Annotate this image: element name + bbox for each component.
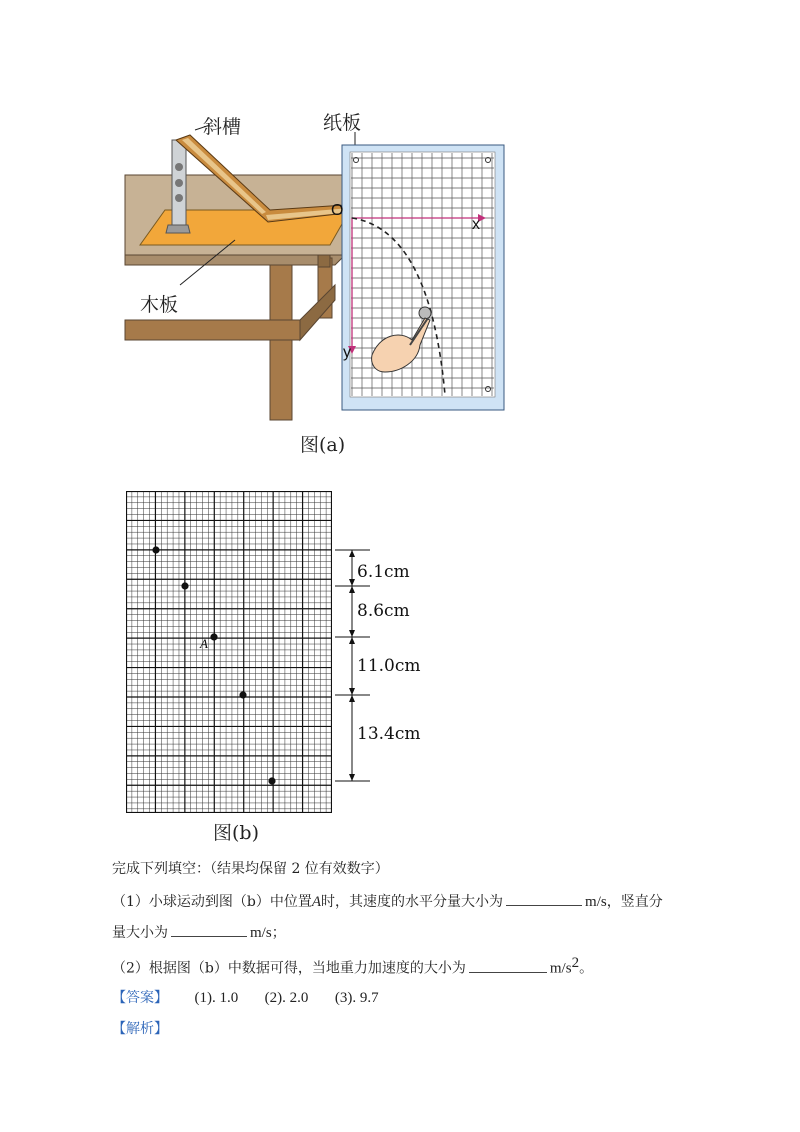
instruction-line [112,858,389,878]
q1-unit-1: m/s [585,894,607,910]
label-wood-board: 木板 [140,294,179,316]
q1-text-c: ，竖直分 [606,894,663,910]
answer-2: (2). 2.0 [264,990,309,1006]
figure-b-grid [126,491,332,813]
segment-label-4: 13.4cm [357,724,421,744]
segment-label-3: 11.0cm [357,656,421,676]
answer-blank-3[interactable] [469,958,547,973]
trajectory-point [268,777,275,784]
figure-b-caption: 图(b) [213,822,259,844]
question-1-line-2 [112,922,286,942]
question-1-line-1 [112,891,663,911]
q2-text: （2）根据图（b）中数据可得，当地重力加速度的大小为 [112,960,466,977]
label-x-axis: x [472,216,480,233]
instruction-text: 完成下列填空：（结果均保留 2 位有效数字） [112,861,389,877]
question-2-line [112,955,593,978]
q2-unit-exponent: 2 [571,955,580,971]
q1-text-d: 量大小为 [112,925,168,941]
analysis-tag: 【解析】 [112,1021,168,1037]
analysis-line [112,1018,168,1038]
trajectory-point [152,546,159,553]
figure-a-caption: 图(a) [300,434,346,456]
q1-text-b: 时，其速度的水平分量大小为 [321,894,504,910]
answer-3: (3). 9.7 [334,990,379,1006]
q1-text-a: （1）小球运动到图（b）中位置 [112,894,312,910]
trajectory-point-a [210,633,217,640]
point-a-label: A [200,636,208,651]
answer-tag: 【答案】 [112,990,168,1006]
trajectory-point [239,691,246,698]
q1-point-a: A [311,894,322,910]
label-chute: 斜槽 [203,116,242,138]
answer-blank-2[interactable] [171,922,247,937]
q1-end: ； [271,925,286,941]
trajectory-point [181,582,188,589]
q2-unit: m/s [549,960,572,977]
figure-a-apparatus [110,100,530,430]
label-origin: O [331,202,344,219]
segment-label-2: 8.6cm [357,601,410,621]
answer-line [112,987,379,1007]
q1-unit-2: m/s [250,925,272,941]
answer-blank-1[interactable] [506,891,582,906]
answer-1: (1). 1.0 [194,990,239,1006]
q2-end: 。 [579,960,594,977]
label-paper-board: 纸板 [323,112,362,134]
segment-label-1: 6.1cm [357,562,410,582]
label-y-axis: y [343,344,351,361]
